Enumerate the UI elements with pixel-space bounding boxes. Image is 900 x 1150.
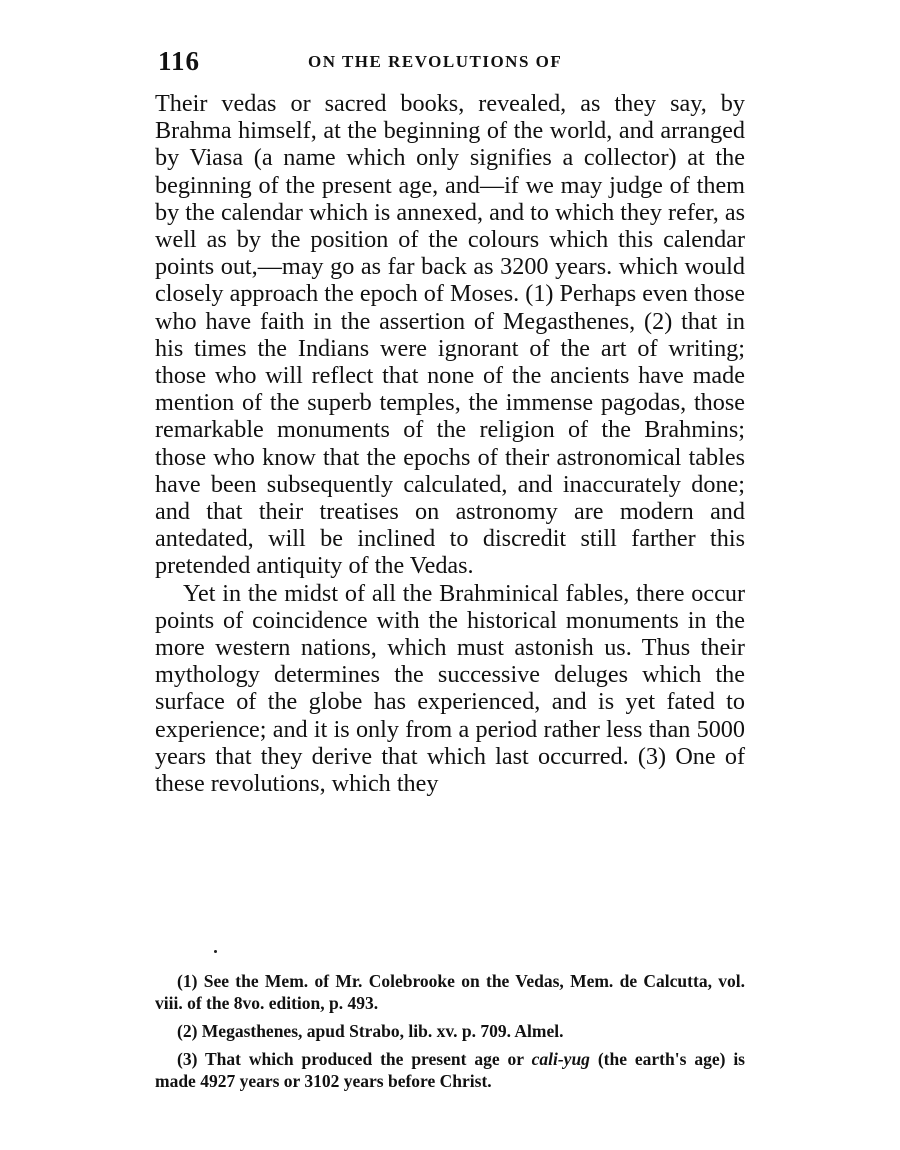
footnote-3: [155, 1048, 745, 1092]
footnote-3-text-end: (the earth's age) is made 4927 years or 3102 years before Christ.: [155, 1049, 745, 1091]
footnotes: [155, 970, 745, 1098]
page-number: 116: [158, 46, 201, 76]
footnote-separator: [214, 950, 217, 953]
body-text: [155, 90, 745, 797]
running-title: ON THE REVOLUTIONS OF: [308, 52, 563, 71]
running-head: [158, 46, 748, 80]
paragraph: Yet in the midst of all the Brahminical fables, there occur points of coincidence with the historical monuments in the more western nations, which must astonish us. Thus their mythology determines the successive deluges which the surface of the globe has experienced, and is yet fated to experience; and it is only from a period rather less than 5000 years that they derive that which last occurred. (3) One of these revolutions, which they: [155, 579, 745, 798]
footnote-2: (2) Megasthenes, apud Strabo, lib. xv. p. 709. Almel.: [177, 1021, 564, 1041]
footnote-3-text: (3) That which produced the present age or: [177, 1049, 532, 1069]
paragraph: Their vedas or sacred books, revealed, as they say, by Brahma himself, at the beginning of the world, and arranged by Viasa (a name which only signifies a collector) at the beginning of the present age, and—if we may judge of them by the calendar which is annexed, and to which they refer, as well as by the position of the colours which this calendar points out,—may go as far back as 3200 years. which would closely approach the epoch of Moses. (1) Perhaps even those who have faith in the assertion of Megasthenes, (2) that in his times the Indians were ignorant of the art of writing; those who will reflect that none of the ancients have made mention of the superb temples, the immense pagodas, those remarkable monuments of the religion of the Brahmins; those who know that the epochs of their astronomical tables have been subsequently calculated, and inaccurately done; and that their treatises on astronomy are modern and antedated, will be inclined to discredit still farther this pretended antiquity of the Vedas.: [155, 90, 745, 580]
footnote-3-term: cali-yug: [531, 1049, 590, 1069]
footnote-1: (1) See the Mem. of Mr. Colebrooke on the Vedas, Mem. de Calcutta, vol. viii. of the 8vo. edition, p. 493.: [155, 971, 745, 1013]
